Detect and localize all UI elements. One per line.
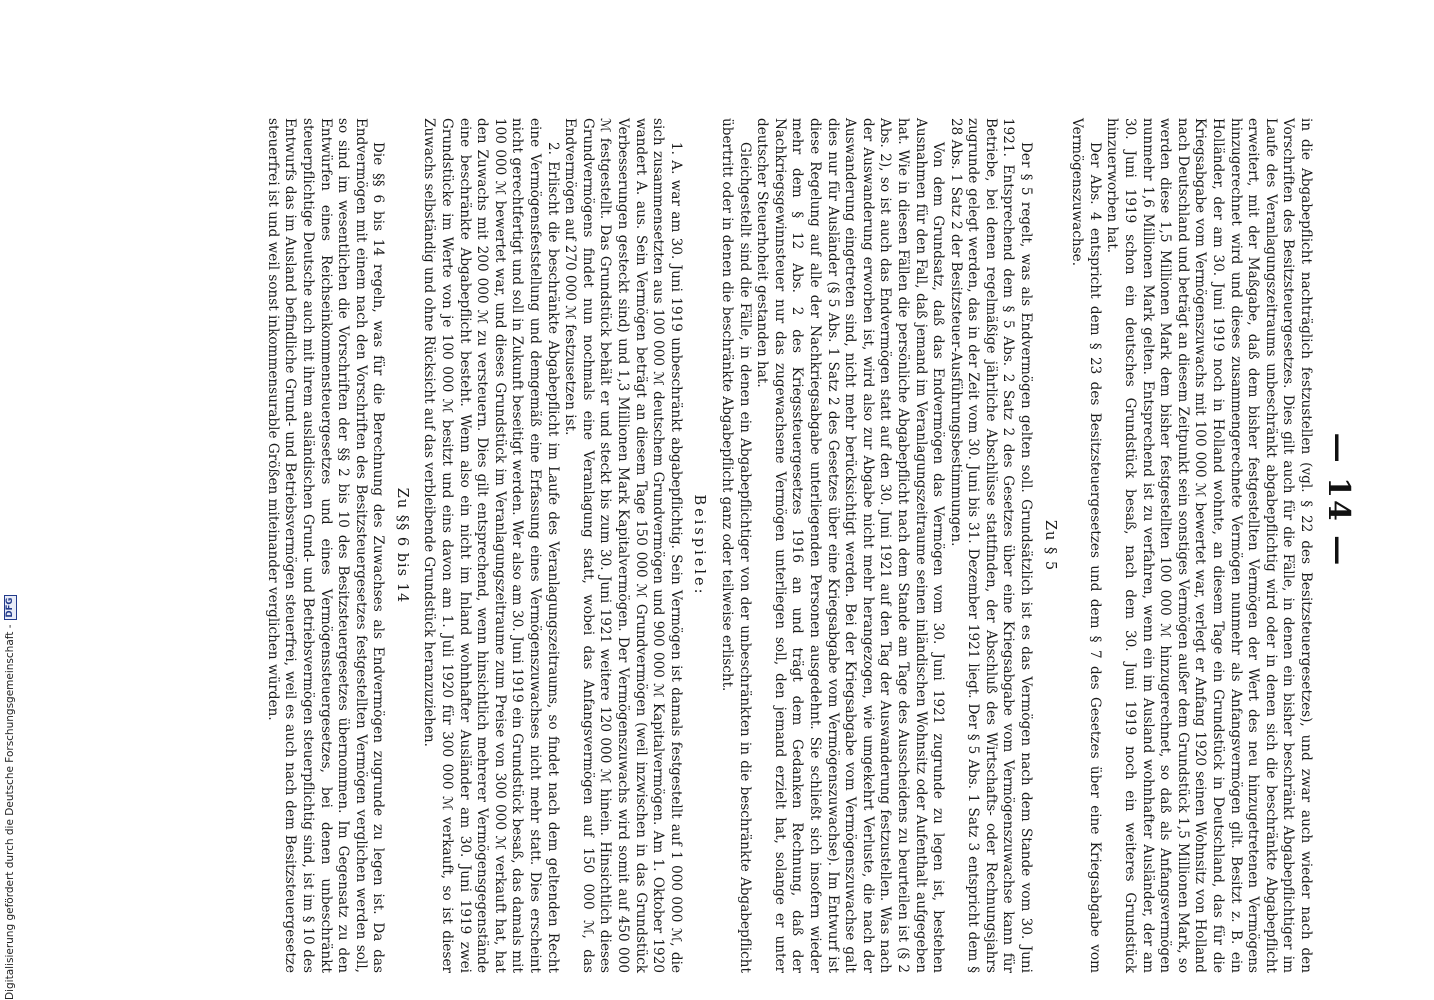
- body-paragraph: 1. A. war am 30. Juni 1919 unbeschränkt abgabepflichtig. Sein Vermögen ist damals festgestellt auf 1 000 000 ℳ, die sich zusammensetzten aus 100 000 ℳ deutschem Grundvermögen und 900 000 ℳ Kapitalvermögen. Am 1. Oktober 1920 wandert A. aus. Sein Vermögen beträgt an diesem Tage 150 000 ℳ Grundvermögen (weil inzwischen in das Grundstück Verbesserungen gesteckt sind) und 1,3 Millionen Mark Kapitalvermögen. Der Vermögenszuwachs wird somit auf 450 000 ℳ festgestellt. Das Grundstück behält er und steckt bis zum 30. Juni 1921 weitere 120 000 ℳ hinein. Hinsichtlich dieses Grundvermögens findet nun nochmals eine Veranlagung statt, wobei das Anfangsvermögen auf 150 000 ℳ, das Endvermögen auf 270 000 ℳ festzusetzen ist.: [562, 118, 684, 973]
- section-heading: Beispiele:: [691, 494, 708, 597]
- body-paragraph: Die §§ 6 bis 14 regeln, was für die Berechnung des Zuwachses als Endvermögen zugrunde zu legen ist. Da das Endvermögen mit einem nach den Vorschriften des Besitzsteuergesetzes festgestellten Vermögen verglichen werden soll, so sind im wesentlichen die Vorschriften der §§ 2 bis 10 des Besitzsteuergesetzes übernommen. Im Gegensatz zu den Entwürfen eines Reichseinkommensteuergesetzes und eines Vermögenssteuergesetzes, bei denen unbeschränkt steuerpflichtige Deutsche auch mit ihrem ausländischen Grund- und Betriebsvermögen steuerpflichtig sind, ist im § 10 des Entwurfs das im Ausland befindliche Grund- und Betriebsvermögen steuerfrei, weil es auch nach dem Besitzsteuergesetze steuerfrei ist und weil sonst inkommensurable Größen miteinander verglichen würden.: [264, 118, 387, 973]
- section-heading: Zu § 5: [1041, 519, 1058, 572]
- body-paragraph: Der Abs. 4 entspricht dem § 23 des Besitzsteuergesetzes und dem § 7 des Gesetzes über eine Kriegsabgabe vom Vermögenszuwachse.: [1069, 118, 1103, 973]
- body-paragraph: Der § 5 regelt, was als Endvermögen gelten soll. Grundsätzlich ist es das Vermögen nach dem Stande vom 30. Juni 1921. Entsprechend dem § 5 Abs. 2 Satz 2 des Gesetzes über eine Kriegsabgabe vom Vermögenszuwachse kann für Betriebe, bei denen regelmäßige jährliche Abschlüsse stattfinden, der Abschluß des Wirtschafts- oder Rechnungsjahrs zugrunde gelegt werden, das in der Zeit vom 30. Juni bis 31. Dezember 1921 liegt. Der § 5 Abs. 1 Satz 3 entspricht dem § 28 Abs. 1 Satz 2 der Besitzsteuer-Ausführungsbestimmungen.: [947, 118, 1035, 973]
- section-heading: Zu §§ 6 bis 14: [393, 487, 410, 604]
- body-paragraph: 2. Erlischt die beschränkte Abgabepflicht im Laufe des Veranlagungszeitraums, so findet nach dem geltenden Recht eine Vermögensfeststellung und demgemäß eine Erfassung eines Vermögenszuwachses nicht mehr statt. Dies erscheint nicht gerechtfertigt und soll in Zukunft beseitigt werden. Wer also am 30. Juni 1919 ein Grundstück besaß, das damals mit 100 000 ℳ bewertet war, und dieses Grundstück im Veranlagungszeitraume zum Preise von 300 000 ℳ verkauft hat, hat den Zuwachs mit 200 000 ℳ zu versteuern. Dies gilt entsprechend, wenn hinsichtlich mehrerer Vermögensgegenstände eine beschränkte Abgabepflicht besteht. Wenn also ein nicht im Inland wohnhafter Ausländer am 30. Juni 1919 zwei Grundstücke im Werte von je 100 000 ℳ besitzt und eins davon am 1. Juli 1920 für 300 000 ℳ verkauft, so ist dieser Zuwachs selbständig und ohne Rücksicht auf das verbleibende Grundstück heranzuziehen.: [421, 118, 561, 973]
- dfg-logo: DFG: [4, 595, 17, 621]
- page-number: — 14 —: [1321, 432, 1356, 568]
- digitization-footer: [2, 0, 18, 1000]
- document-body: [114, 118, 1314, 973]
- body-paragraph: Gleichgestellt sind die Fälle, in denen ein Abgabepflichtiger von der unbeschränkten in die beschränkte Abgabepflicht übertritt oder in denen die beschränkte Abgabepflicht ganz oder teilweise erlischt.: [719, 118, 753, 973]
- body-paragraph: Von dem Grundsatz, daß das Endvermögen das Vermögen vom 30. Juni 1921 zugrunde zu legen ist, bestehen Ausnahmen für den Fall, daß jemand im Veranlagungszeitraume seinen inländischen Wohnsitz oder Aufenthalt aufgegeben hat. Wie in diesen Fällen die persönliche Abgabepflicht nach dem Stande am Tage des Ausscheidens zu beurteilen ist (§ 2 Abs. 2), so ist auch das Endvermögen statt auf den 30. Juni 1921 auf den Tag der Auswanderung festzustellen. Was nach der Auswanderung erworben ist, wird also zur Abgabe nicht mehr herangezogen, wie umgekehrt Verluste, die nach der Auswanderung eingetreten sind, nicht mehr berücksichtigt werden. Bei der Kriegsabgabe vom Vermögenszuwachse galt dies nur für Ausländer (§ 5 Abs. 1 Satz 2 des Gesetzes über eine Kriegsabgabe vom Vermögenszuwachse). Im Entwurf ist diese Regelung auf alle der Nachkriegsabgabe unterliegenden Personen ausgedehnt. Sie schließt sich insofern wieder mehr dem § 12 Abs. 2 des Kriegssteuergesetzes 1916 an und trägt dem Gedanken Rechnung, daß der Nachkriegsgewinnsteuer nur das zugewachsene Vermögen unterliegen soll, den jemand erzielt hat, solange er unter deutscher Steuerhoheit gestanden hat.: [754, 118, 947, 973]
- footer-credit: Digitalisierung gefördert durch die Deutsche Forschungsgemeinschaft -: [4, 624, 16, 1000]
- body-paragraph: in die Abgabepflicht nachträglich festzustellen (vgl. § 22 des Besitzsteuergesetzes), und zwar auch wieder nach den Vorschriften des Besitzsteuergesetzes. Dies gilt auch für die Fälle, in denen ein bisher beschränkt Abgabepflichtiger im Laufe des Veranlagungszeitraums unbeschränkt abgabepflichtig wird oder in denen sich die beschränkte Abgabepflicht erweitert, mit der Maßgabe, daß dem bisher festgestellten Vermögen der Wert des neu hinzugetretenen Vermögens hinzugerechnet wird und dieses zusammengerechnete Vermögen nunmehr als Anfangsvermögen gilt. Besitzt z. B. ein Holländer, der am 30. Juni 1919 noch in Holland wohnte, an diesem Tage ein Grundstück in Deutschland, das für die Kriegsabgabe vom Vermögenszuwachs mit 100 000 ℳ bewertet war, verlegt er Anfang 1920 seinen Wohnsitz von Holland nach Deutschland und beträgt an diesem Zeitpunkt sein sonstiges Vermögen außer dem Grundstück 1,5 Millionen Mark, so werden diese 1,5 Millionen Mark dem bisher festgestellten 100 000 ℳ hinzugerechnet, so daß als Anfangsvermögen nunmehr 1,6 Millionen Mark gelten. Entsprechend ist zu verfahren, wenn ein im Ausland wohnhafter Ausländer, der am 30. Juni 1919 schon ein deutsches Grundstück besaß, nach dem 30. Juni 1919 noch ein weiteres Grundstück hinzuerworben hat.: [1104, 118, 1314, 973]
